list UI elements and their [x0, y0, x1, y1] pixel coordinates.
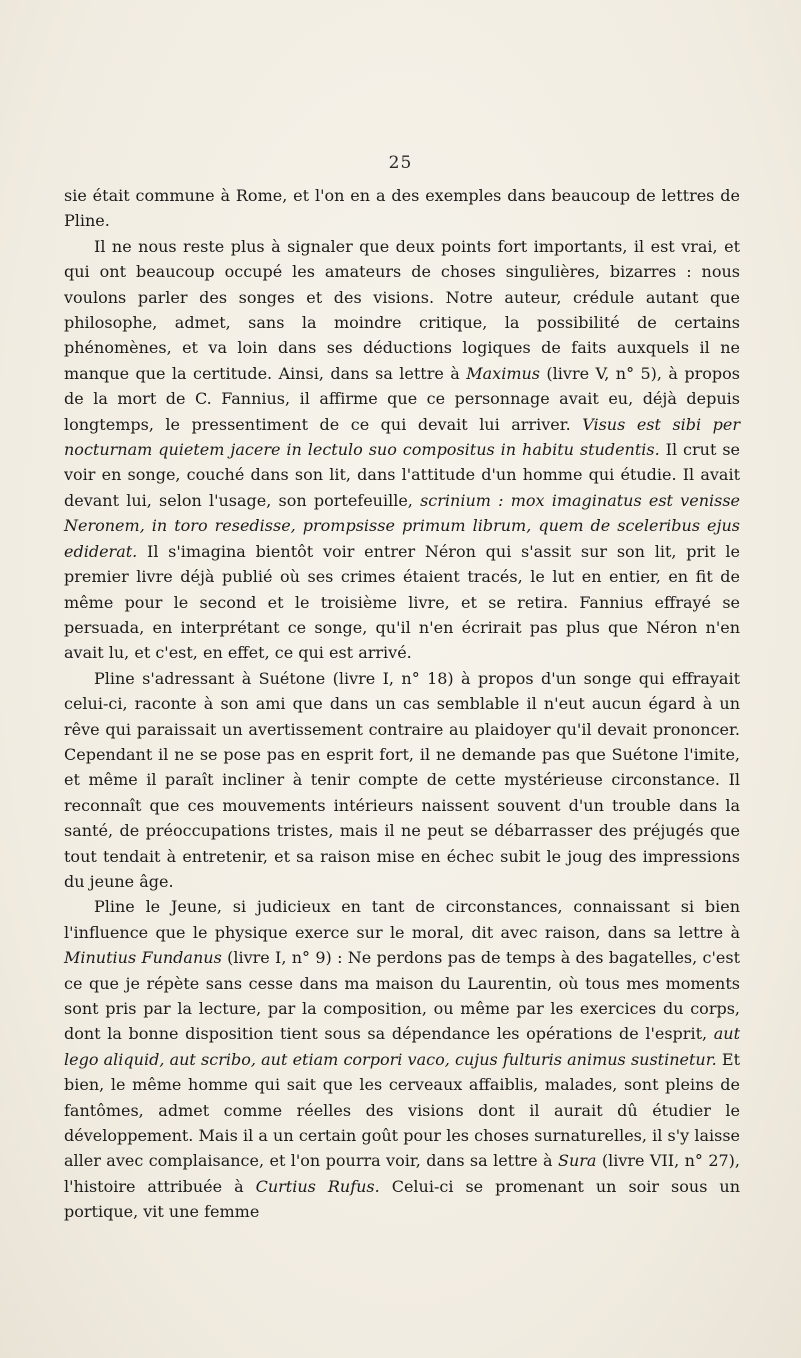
text-run: Pline le Jeune, si judicieux en tant de circonstances, connaissant si bien l'influence que le physique exerce sur le moral, dit avec raison, dans sa lettre à: [64, 897, 740, 942]
text-run: (livre VII, n° 27), l'histoire attribuée à: [64, 1151, 741, 1196]
latin-quote-italic: scrinium : mox imaginatus est venisse Neronem, in toro resedisse, prompsisse primum librum, quem de sceleribus ejus ediderat.: [64, 490, 741, 561]
paragraph: [64, 666, 740, 895]
body-text: [64, 183, 740, 1225]
latin-quote-italic: aut lego aliquid, aut scribo, aut etiam corpori vaco, cujus fulturis animus sustinetur.: [64, 1024, 740, 1069]
text-run: (livre I, n° 9) : Ne perdons pas de temps à des bagatelles, c'est ce que je répète sans cesse dans ma maison du Laurentin, où tous mes moments sont pris par la lecture, par la composition, ou même par les exercices du corps, dont la bonne disposition tient sous sa dépendance les opérations de l'esprit,: [64, 948, 740, 1044]
text-run: Pline s'adressant à Suétone (livre I, n° 18) à propos d'un songe qui effrayait celui-ci, raconte à son ami que dans un cas semblable il n'eut aucun égard à un rêve qui paraissait un avertissement contraire au plaidoyer qu'il devait prononcer. Cependant il ne se pose pas en esprit fort, il ne demande pas que Suétone l'imite, et même il paraît incliner à tenir compte de cette mystérieuse circonstance. Il reconnaît que ces mouvements intérieurs naissent souvent d'un trouble dans la santé, de préoccupations tristes, mais il ne peut se débarrasser des préjugés que tout tendait à entretenir, et sa raison mise en échec subit le joug des impressions du jeune âge.: [64, 668, 740, 891]
text-run: Il crut se voir en songe, couché dans son lit, dans l'attitude d'un homme qui étudie. Il avait devant lui, selon l'usage, son portefeuille,: [64, 440, 741, 510]
latin-quote-italic: Visus est sibi per nocturnam quietem jacere in lectulo suo compositus in habitu studentis.: [64, 414, 741, 460]
text-run: Celui-ci se promenant un soir sous un portique, vit une femme: [64, 1176, 741, 1222]
text-run: (livre V, n° 5), à propos de la mort de C. Fannius, il affirme que ce personnage avait eu, déjà depuis longtemps, le pressentiment de ce qui devait lui arriver.: [64, 363, 741, 434]
text-run: Il s'imagina bientôt voir entrer Néron qui s'assit sur son lit, prit le premier livre déjà publié où ses crimes étaient tracés, le lut en entier, en fit de même pour le second et le troisième livre, et se retira. Fannius effrayé se persuada, en interprétant ce songe, qu'il n'en écrirait pas plus que Néron n'en avait lu, et c'est, en effet, ce qui est arrivé.: [64, 541, 740, 663]
text-run: sie était commune à Rome, et l'on en a des exemples dans beaucoup de lettres de Pline.: [64, 186, 740, 231]
latin-quote-italic: Maximus: [466, 363, 540, 383]
paragraph: [64, 894, 740, 1224]
page-number: 25: [388, 153, 413, 173]
latin-quote-italic: Sura: [558, 1151, 597, 1171]
text-run: Et bien, le même homme qui sait que les cerveaux affaiblis, malades, sont pleins de fantômes, admet comme réelles des visions dont il aurait dû étudier le développement. Mais il a un certain goût pour les choses surnaturelles, il s'y laisse aller avec complaisance, et l'on pourra voir, dans sa lettre à: [64, 1049, 741, 1171]
paragraph: [64, 183, 740, 234]
latin-quote-italic: Curtius Rufus.: [255, 1176, 380, 1196]
text-run: Il ne nous reste plus à signaler que deux points fort importants, il est vrai, et qui ont beaucoup occupé les amateurs de choses singulières, bizarres : nous voulons parler des songes et des visions. Notre auteur, crédule autant que philosophe, admet, sans la moindre critique, la possibilité de certains phénomènes, et va loin dans ses déductions logiques de faits auxquels il ne manque que la certitude. Ainsi, dans sa lettre à: [64, 236, 740, 383]
latin-quote-italic: Minutius Fundanus: [64, 948, 222, 968]
paragraph: [64, 234, 740, 666]
